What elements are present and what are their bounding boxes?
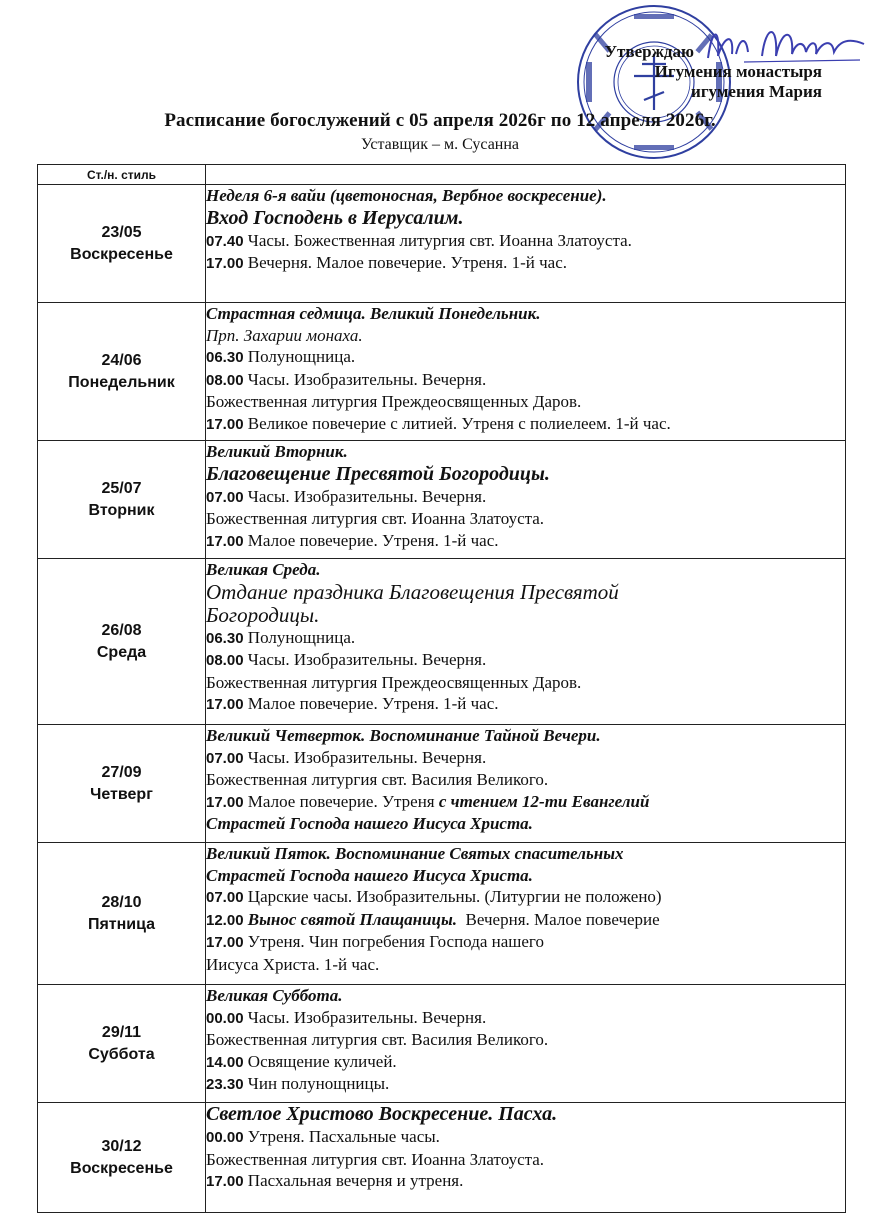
service-time: 07.00: [206, 749, 244, 767]
service-line: [206, 886, 845, 909]
service-time: 17.00: [206, 415, 244, 433]
service-time: 17.00: [206, 934, 244, 951]
table-row: [38, 1103, 846, 1213]
service-text: Великое повечерие с литией. Утреня с полиелеем. 1-й час.: [247, 413, 671, 433]
service-line: [206, 791, 845, 814]
service-time: 14.00: [206, 1053, 244, 1071]
service-time: 07.00: [206, 889, 244, 906]
service-text: Утреня. Чин погребения Господа нашего: [247, 932, 544, 951]
services-cell: [206, 185, 846, 303]
service-emphasis: с чтением 12-ти Евангелий: [438, 791, 650, 811]
day-title: Неделя 6-я вайи (цветоносная, Вербное воскресение).: [206, 186, 607, 205]
table-row: [38, 559, 846, 725]
services-cell: [206, 1103, 846, 1213]
day-title: Страстная седмица. Великий Понедельник.: [206, 304, 541, 323]
col-header-style: Ст./н. стиль: [38, 165, 206, 185]
schedule-table: [37, 164, 846, 1213]
feast-title: Отдание праздника Благовещения Пресвятой: [206, 579, 619, 604]
service-line: [206, 1170, 845, 1193]
table-row: [38, 303, 846, 441]
services-cell: [206, 441, 846, 559]
service-line: [206, 230, 845, 253]
service-time: 08.00: [206, 371, 244, 389]
services-cell: [206, 725, 846, 843]
service-text: Малое повечерие. Утреня. 1-й час.: [247, 530, 499, 550]
services-cell: [206, 559, 846, 725]
service-emphasis-cont: Страстей Господа нашего Иисуса Христа.: [206, 814, 533, 833]
service-line: [206, 1007, 845, 1030]
approve-position: Игумения монастыря: [654, 62, 822, 81]
table-row: [38, 441, 846, 559]
day-title: Великий Четверток. Воспоминание Тайной Вечери.: [206, 726, 601, 745]
saint-commemoration: Прп. Захарии монаха.: [206, 325, 363, 345]
service-time: 08.00: [206, 652, 244, 669]
service-time: 17.00: [206, 1173, 244, 1190]
service-continuation: Божественная литургия Преждеосвященных Даров.: [206, 392, 582, 411]
service-line: [206, 747, 845, 770]
service-time: 06.30: [206, 629, 244, 647]
service-time: 23.30: [206, 1076, 244, 1093]
date: 29/11: [101, 1023, 142, 1041]
service-text: Часы. Божественная литургия свт. Иоанна Златоуста.: [247, 230, 632, 250]
service-continuation: Божественная литургия свт. Иоанна Златоуста.: [206, 509, 545, 528]
approval-block: [605, 42, 822, 102]
service-line: [206, 1073, 845, 1096]
date-cell: [38, 303, 206, 441]
table-row: [38, 725, 846, 843]
service-line: [206, 931, 845, 954]
weekday: Воскресенье: [70, 245, 173, 263]
service-time: 17.00: [206, 793, 244, 811]
feast-title-cont: Богородицы.: [206, 602, 320, 627]
services-cell: [206, 985, 846, 1103]
weekday: Воскресенье: [70, 1159, 173, 1177]
date: 24/06: [101, 351, 142, 369]
approve-label: Утверждаю: [604, 42, 694, 61]
day-title: Великая Среда.: [206, 560, 321, 579]
date: 25/07: [101, 479, 142, 497]
col-header-empty: [206, 165, 846, 185]
date: 26/08: [101, 621, 142, 639]
service-line: [206, 1051, 845, 1074]
services-cell: [206, 843, 846, 985]
date-cell: [38, 725, 206, 843]
weekday: Вторник: [88, 501, 155, 519]
approve-name: игумения Мария: [691, 82, 822, 101]
service-continuation: Божественная литургия свт. Василия Великого.: [206, 770, 549, 789]
feast-title: Благовещение Пресвятой Богородицы.: [206, 462, 550, 485]
date-cell: [38, 185, 206, 303]
service-text: Царские часы. Изобразительны. (Литургии не положено): [247, 887, 662, 906]
service-text: Малое повечерие. Утреня. 1-й час.: [247, 694, 499, 713]
weekday: Среда: [96, 643, 147, 661]
day-title: Великая Суббота.: [206, 986, 343, 1005]
feast-title: Вход Господень в Иерусалим.: [206, 206, 464, 229]
service-text: Полунощница.: [247, 627, 356, 647]
service-line: [206, 369, 845, 392]
day-title: Светлое Христово Воскресение. Пасха.: [206, 1103, 558, 1125]
service-text: Часы. Изобразительны. Вечерня.: [247, 650, 487, 669]
date: 27/09: [101, 763, 142, 781]
day-title: Великий Вторник.: [206, 442, 348, 461]
service-text: Малое повечерие. Утреня: [247, 791, 439, 811]
services-cell: [206, 303, 846, 441]
service-text: Часы. Изобразительны. Вечерня.: [247, 1007, 487, 1027]
service-time: 07.00: [206, 488, 244, 506]
service-continuation: Божественная литургия свт. Иоанна Златоуста.: [206, 1149, 545, 1169]
service-time: 17.00: [206, 532, 244, 550]
service-time: 00.00: [206, 1009, 244, 1027]
weekday: Суббота: [88, 1045, 155, 1063]
service-line: [206, 252, 845, 275]
date-cell: [38, 1103, 206, 1213]
service-continuation: Божественная литургия свт. Василия Великого.: [206, 1030, 549, 1049]
table-header-row: [38, 165, 846, 185]
service-time: 06.30: [206, 349, 244, 366]
table-row: [38, 985, 846, 1103]
date-cell: [38, 559, 206, 725]
service-line: [206, 346, 845, 369]
service-line: [206, 486, 845, 509]
service-line: [206, 909, 845, 932]
service-time: 17.00: [206, 255, 244, 272]
service-time: 07.40: [206, 232, 244, 250]
service-text: Часы. Изобразительны. Вечерня.: [247, 747, 487, 767]
service-text: Освящение куличей.: [247, 1051, 397, 1071]
service-time: 00.00: [206, 1129, 244, 1146]
service-text: Часы. Изобразительны. Вечерня.: [247, 486, 487, 506]
service-time: 12.00: [206, 911, 244, 929]
day-title-cont: Страстей Господа нашего Иисуса Христа.: [206, 865, 533, 885]
table-row: [38, 843, 846, 985]
service-emphasis: Вынос святой Плащаницы.: [247, 909, 458, 929]
service-line: [206, 530, 845, 553]
page-subtitle: Уставщик – м. Сусанна: [360, 136, 520, 153]
service-continuation: Божественная литургия Преждеосвященных Даров.: [206, 672, 582, 692]
page-title: Расписание богослужений с 05 апреля 2026г по 12 апреля 2026г.: [164, 110, 716, 131]
service-line: [206, 649, 845, 672]
weekday: Четверг: [90, 785, 153, 803]
date: 23/05: [101, 223, 142, 241]
service-time: 17.00: [206, 696, 244, 713]
service-text: Утреня. Пасхальные часы.: [247, 1127, 440, 1146]
service-text: Чин полунощницы.: [247, 1074, 390, 1093]
service-line: [206, 627, 845, 650]
service-text: Пасхальная вечерня и утреня.: [247, 1171, 464, 1190]
date-cell: [38, 843, 206, 985]
date-cell: [38, 985, 206, 1103]
date: 30/12: [101, 1137, 142, 1155]
service-text: Полунощница.: [247, 347, 356, 366]
table-row: [38, 185, 846, 303]
service-text: Вечерня. Малое повечерие: [457, 909, 660, 929]
service-continuation: Иисуса Христа. 1-й час.: [206, 954, 380, 974]
service-line: [206, 693, 845, 716]
date: 28/10: [101, 893, 142, 911]
service-text: Часы. Изобразительны. Вечерня.: [247, 369, 487, 389]
service-line: [206, 413, 845, 436]
weekday: Понедельник: [68, 373, 175, 391]
date-cell: [38, 441, 206, 559]
day-title: Великий Пяток. Воспоминание Святых спасительных: [206, 844, 624, 863]
weekday: Пятница: [87, 915, 156, 933]
service-text: Вечерня. Малое повечерие. Утреня. 1-й час.: [247, 253, 567, 272]
service-line: [206, 1126, 845, 1149]
